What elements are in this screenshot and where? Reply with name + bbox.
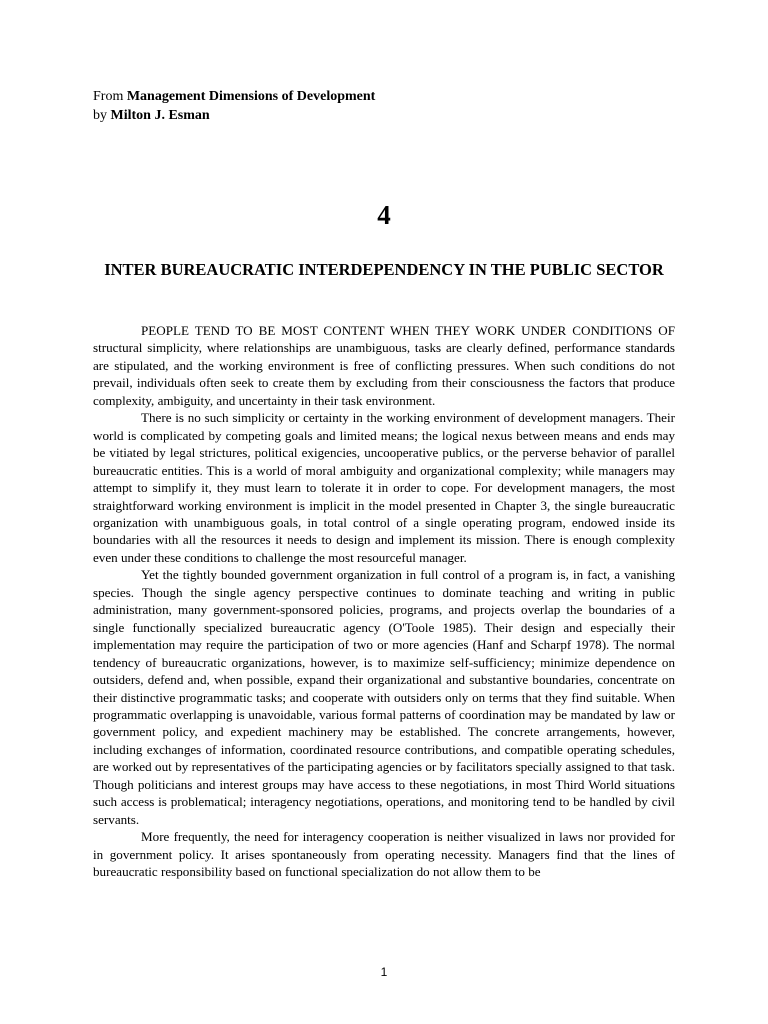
source-book-line bbox=[93, 87, 375, 106]
chapter-title: INTER BUREAUCRATIC INTERDEPENDENCY IN THE PUBLIC SECTOR bbox=[104, 260, 664, 279]
book-title: Management Dimensions of Development bbox=[126, 89, 376, 104]
paragraph: There is no such simplicity or certainty in the working environment of development managers. Their world is complicated by competing goals and limited means; the logical nexus between means and ends may be vitiated by legal strictures, political exigencies, uncooperative publics, or the perverse behavior of parallel bureaucratic entities. This is a world of moral ambiguity and organizational complexity; while managers may attempt to simplify it, they must learn to tolerate it in order to cope. For development managers, the most straightforward working environment is implicit in the model presented in Chapter 3, the single bureaucratic organization with unambiguous goals, in total control of a single operating program, endowed inside its boundaries with all the resources it needs to design and implement its mission. There is enough complexity even under these conditions to challenge the most resourceful manager. bbox=[93, 410, 675, 565]
source-attribution bbox=[93, 87, 375, 125]
by-prefix: by bbox=[93, 108, 111, 123]
chapter-number: 4 bbox=[377, 200, 391, 230]
page-number: 1 bbox=[380, 965, 388, 979]
paragraph: More frequently, the need for interagency cooperation is neither visualized in laws nor provided for in government policy. It arises spontaneously from operating necessity. Managers find that the lines of bureaucratic responsibility based on functional specialization do not allow them to be bbox=[93, 829, 675, 880]
source-author-line bbox=[93, 106, 375, 125]
author-name: Milton J. Esman bbox=[110, 108, 210, 123]
paragraph: PEOPLE TEND TO BE MOST CONTENT WHEN THEY WORK UNDER CONDITIONS OF structural simplicity, where relationships are unambiguous, tasks are clearly defined, performance standards are stipulated, and the working environment is free of conflicting pressures. When such conditions do not prevail, individuals often seek to create them by excluding from their consciousness the factors that produce complexity, ambiguity, and uncertainty in their task environment. bbox=[93, 323, 675, 408]
body-text bbox=[93, 322, 675, 881]
paragraph: Yet the tightly bounded government organization in full control of a program is, in fact, a vanishing species. Though the single agency perspective continues to dominate teaching and writing in public administration, many government-sponsored policies, programs, and projects overlap the boundaries of a single functionally specialized bureaucratic agency (O'Toole 1985). Their design and especially their implementation may require the participation of two or more agencies (Hanf and Scharpf 1978). The normal tendency of bureaucratic organizations, however, is to maximize self-sufficiency; minimize dependence on outsiders, defend and, when possible, expand their organizational and substantive boundaries, concentrate on their distinctive programmatic tasks; and cooperate with outsiders only on terms that they find suitable. When programmatic overlapping is unavoidable, various formal patterns of coordination may be mandated by law or government policy, and expedient machinery may be established. The concrete arrangements, however, including exchanges of information, coordinated resource contributions, and compatible operating schedules, are worked out by representatives of the participating agencies or by facilitators specially assigned to that task. Though politicians and interest groups may have access to these negotiations, in most Third World situations such access is problematical; interagency negotiations, operations, and monitoring tend to be handled by civil servants. bbox=[93, 567, 675, 827]
from-prefix: From bbox=[93, 89, 127, 104]
